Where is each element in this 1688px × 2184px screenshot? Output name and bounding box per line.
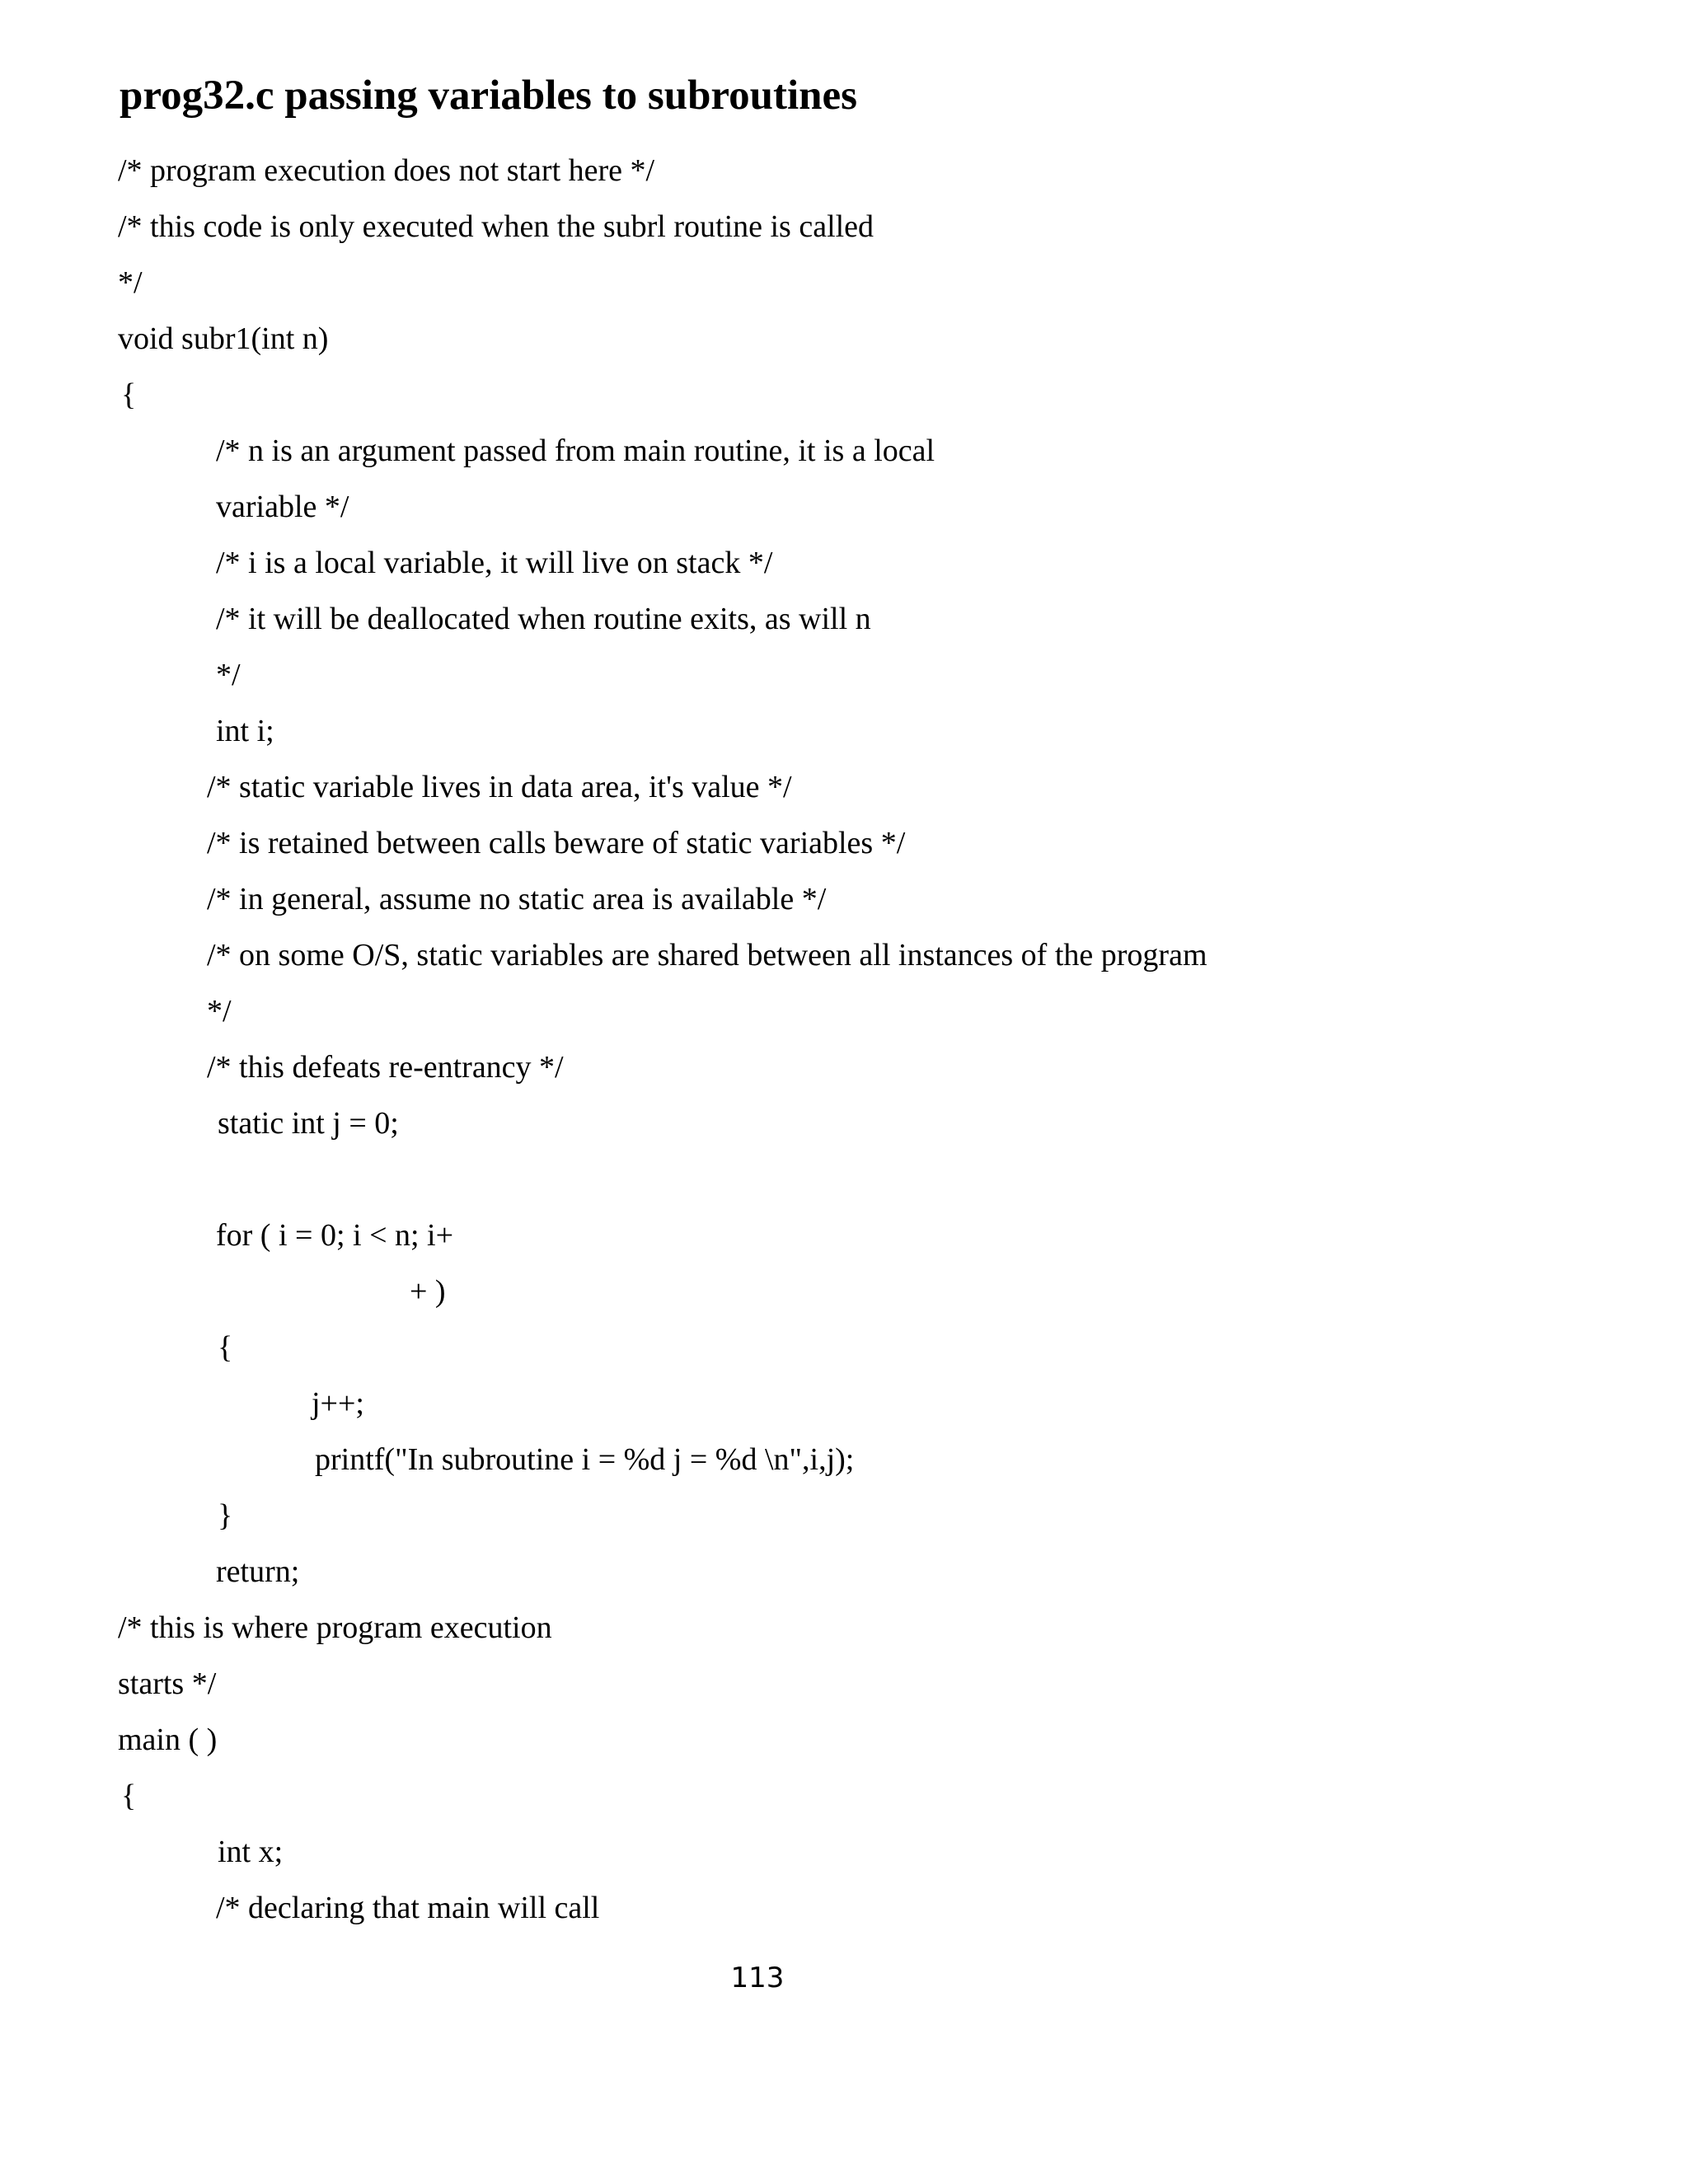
code-line: /* this code is only executed when the subrl routine is called — [118, 209, 874, 244]
code-line: int i; — [216, 714, 274, 748]
code-line: } — [218, 1498, 233, 1533]
code-line: void subr1(int n) — [118, 321, 329, 356]
code-line: /* declaring that main will call — [216, 1891, 600, 1925]
code-line: j++; — [312, 1386, 364, 1421]
code-line: int x; — [218, 1835, 284, 1869]
code-line: { — [218, 1330, 233, 1365]
code-line: */ — [118, 265, 143, 300]
code-line: /* on some O/S, static variables are shared between all instances of the program — [207, 938, 1207, 972]
code-line: static int j = 0; — [218, 1106, 399, 1141]
code-line: return; — [216, 1554, 300, 1589]
code-line: starts */ — [118, 1666, 217, 1701]
code-line: main ( ) — [118, 1722, 218, 1757]
page-number: 113 — [730, 1961, 785, 1994]
code-line: */ — [216, 658, 241, 692]
code-line: + ) — [410, 1274, 446, 1309]
code-line: */ — [207, 994, 232, 1029]
page-title: prog32.c passing variables to subroutines — [120, 73, 858, 119]
code-line: /* in general, assume no static area is available */ — [207, 882, 827, 916]
code-line: /* static variable lives in data area, it's value */ — [207, 770, 792, 804]
code-line: /* this defeats re-entrancy */ — [207, 1050, 564, 1085]
code-line: /* this is where program execution — [118, 1610, 552, 1645]
code-line: /* i is a local variable, it will live on stack */ — [216, 546, 773, 580]
code-line: variable */ — [216, 490, 349, 524]
code-line: { — [121, 377, 137, 412]
code-line: /* program execution does not start here */ — [118, 153, 655, 188]
code-line: { — [121, 1779, 137, 1813]
code-line: printf("In subroutine i = %d j = %d \n",i,j); — [315, 1442, 855, 1477]
code-line: /* is retained between calls beware of static variables */ — [207, 826, 906, 860]
code-line: /* n is an argument passed from main routine, it is a local — [216, 434, 935, 468]
code-line: for ( i = 0; i < n; i+ — [216, 1218, 454, 1253]
code-line: /* it will be deallocated when routine exits, as will n — [216, 602, 871, 636]
